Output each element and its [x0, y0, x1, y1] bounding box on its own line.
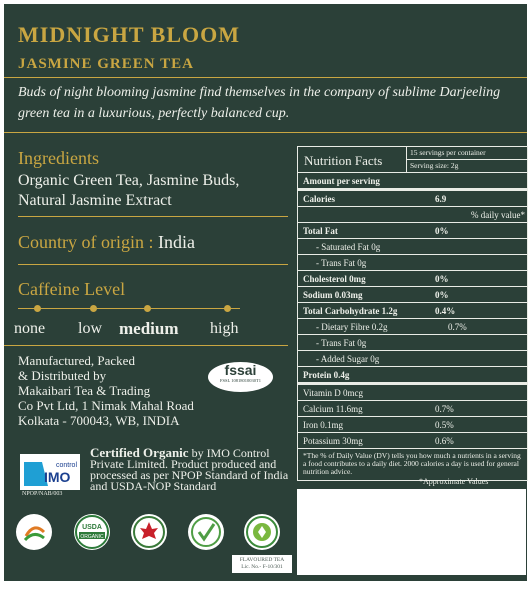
- imo-logo-icon: [20, 454, 80, 490]
- usda-organic-icon: [74, 514, 110, 550]
- nutrient-label: Protein 0.4g: [303, 369, 350, 380]
- certification-body: by IMO Control Private Limited. Product produced and processed as per NPOP Standard of India and USDA-NOP Standard: [90, 446, 289, 493]
- divider: [4, 132, 527, 133]
- caffeine-label: Caffeine Level: [18, 279, 126, 299]
- caffeine-dot-high: [224, 305, 231, 312]
- nutrition-servings: [407, 147, 527, 172]
- caffeine-level-low: low: [78, 320, 102, 337]
- manufacturer-line: Co Pvt Ltd, 1 Nimak Mahal Road: [18, 398, 194, 413]
- nutrient-value: 0.6%: [435, 435, 454, 446]
- vegan-icon: [188, 514, 224, 550]
- nutrition-facts-panel: [297, 146, 528, 481]
- nutrition-row: [298, 417, 527, 433]
- divider: [18, 264, 288, 265]
- nutrient-label: Calcium 11.6mg: [303, 403, 363, 414]
- fssai-license: FSSL 10818010030T1: [220, 378, 261, 383]
- origin-row: [18, 232, 195, 253]
- nutrient-value: 0%: [435, 225, 449, 236]
- nutrient-value: 0.7%: [435, 403, 454, 414]
- nutrient-label: Vitamin D 0mcg: [303, 387, 363, 398]
- india-organic-icon: [16, 514, 52, 550]
- nutrient-value: 0%: [435, 273, 449, 284]
- nutrient-label: - Trans Fat 0g: [316, 337, 367, 348]
- caffeine-dot-medium: [144, 305, 151, 312]
- divider: [18, 216, 288, 217]
- nutrient-value: 0.5%: [435, 419, 454, 430]
- caffeine-dot-low: [90, 305, 97, 312]
- nutrition-row: [298, 207, 527, 223]
- nutrition-footnote: *The % of Daily Value (DV) tells you how much a nutrients in a serving a food contributes to a daily diet. 2000 calories a day is used for general nutrition advice.: [303, 451, 521, 476]
- blank-label-area: [297, 489, 526, 575]
- nutrition-row: [298, 191, 527, 207]
- nutrition-row: [298, 401, 527, 417]
- nutrition-row: [298, 255, 527, 271]
- manufacturer-line: Kolkata - 700043, WB, INDIA: [18, 413, 180, 428]
- amount-per-serving-row: [298, 173, 527, 191]
- ingredients-text: Organic Green Tea, Jasmine Buds, Natural Jasmine Extract: [18, 172, 240, 209]
- caffeine-scale-line: [18, 308, 240, 309]
- nutrition-row: [298, 223, 527, 239]
- nutrient-label: Calories: [303, 193, 335, 204]
- flavoured-tea-label: FLAVOURED TEA: [239, 557, 285, 563]
- usda-badge-text: USDA: [82, 524, 102, 531]
- certification-text: [90, 447, 290, 492]
- nutrition-header: [298, 147, 527, 173]
- nutrition-row: [298, 303, 527, 319]
- flavoured-tea-lic: Lic. No.- F-10/301: [241, 564, 283, 570]
- divider: [4, 77, 527, 78]
- fssai-logo-text: fssai: [224, 362, 257, 378]
- manufacturer-block: [18, 353, 218, 428]
- servings-per-container: 15 servings per container: [407, 147, 527, 160]
- nutrition-row: [298, 335, 527, 351]
- product-label-panel: [4, 4, 527, 581]
- divider: [4, 345, 288, 346]
- nutrition-rows: [298, 191, 527, 449]
- manufacturer-line: & Distributed by: [18, 368, 107, 383]
- imo-control-logo: [20, 454, 80, 490]
- nutrient-label: Total Fat: [303, 225, 338, 236]
- caffeine-dot-none: [34, 305, 41, 312]
- approximate-values-note: *Approximate Values: [419, 477, 489, 486]
- product-title: MIDNIGHT BLOOM: [18, 22, 241, 47]
- manufacturer-line: Manufactured, Packed: [18, 353, 135, 368]
- imo-code: NPOP/NAB/003: [22, 491, 63, 497]
- nutrient-label: - Trans Fat 0g: [316, 257, 367, 268]
- imo-logo-label: IMO: [44, 469, 71, 485]
- canada-organic-icon: [131, 514, 167, 550]
- fair-trade-icon: [244, 514, 280, 550]
- flavoured-tea-license: [232, 555, 292, 573]
- nutrient-label: Cholesterol 0mg: [303, 273, 366, 284]
- nutrient-label: - Added Sugar 0g: [316, 353, 380, 364]
- origin-label: Country of origin :: [18, 232, 154, 252]
- origin-value: India: [158, 232, 195, 252]
- nutrition-row: [298, 367, 527, 385]
- organic-badge-text: ORGANIC: [80, 534, 104, 540]
- certified-organic-label: Certified Organic: [90, 445, 189, 460]
- nutrient-value: % daily value*: [471, 209, 525, 220]
- imo-logo-control: control: [56, 462, 78, 469]
- ingredients-label: Ingredients: [18, 148, 99, 168]
- nutrition-row: [298, 239, 527, 255]
- nutrient-label: - Dietary Fibre 0.2g: [316, 321, 388, 332]
- nutrient-value: 6.9: [435, 193, 447, 204]
- nutrition-title: Nutrition Facts: [298, 147, 407, 172]
- manufacturer-line: Makaibari Tea & Trading: [18, 383, 151, 398]
- nutrition-row: [298, 351, 527, 367]
- nutrient-value: 0.4%: [435, 305, 456, 316]
- nutrition-row: [298, 287, 527, 303]
- nutrition-row: [298, 319, 527, 335]
- nutrient-label: Potassium 30mg: [303, 435, 363, 446]
- nutrient-value: 0%: [435, 289, 449, 300]
- product-tagline: Buds of night blooming jasmine find themselves in the company of sublime Darjeeling green tea in a luxurious, perfectly balanced cup.: [18, 85, 501, 121]
- nutrient-label: Total Carbohydrate 1.2g: [303, 305, 398, 316]
- caffeine-level-none: none: [14, 320, 46, 337]
- nutrition-row: [298, 433, 527, 449]
- amount-per-serving: Amount per serving: [303, 175, 380, 186]
- nutrient-label: - Saturated Fat 0g: [316, 241, 381, 252]
- fssai-logo: [208, 362, 273, 392]
- product-subtitle: JASMINE GREEN TEA: [18, 56, 194, 72]
- nutrient-label: Sodium 0.03mg: [303, 289, 363, 300]
- caffeine-level-medium: medium: [119, 319, 179, 338]
- nutrient-value: 0.7%: [448, 321, 467, 332]
- caffeine-level-high: high: [210, 320, 239, 337]
- nutrient-label: Iron 0.1mg: [303, 419, 343, 430]
- nutrition-row: [298, 271, 527, 287]
- serving-size: Serving size: 2g: [410, 161, 459, 170]
- nutrition-row: [298, 385, 527, 401]
